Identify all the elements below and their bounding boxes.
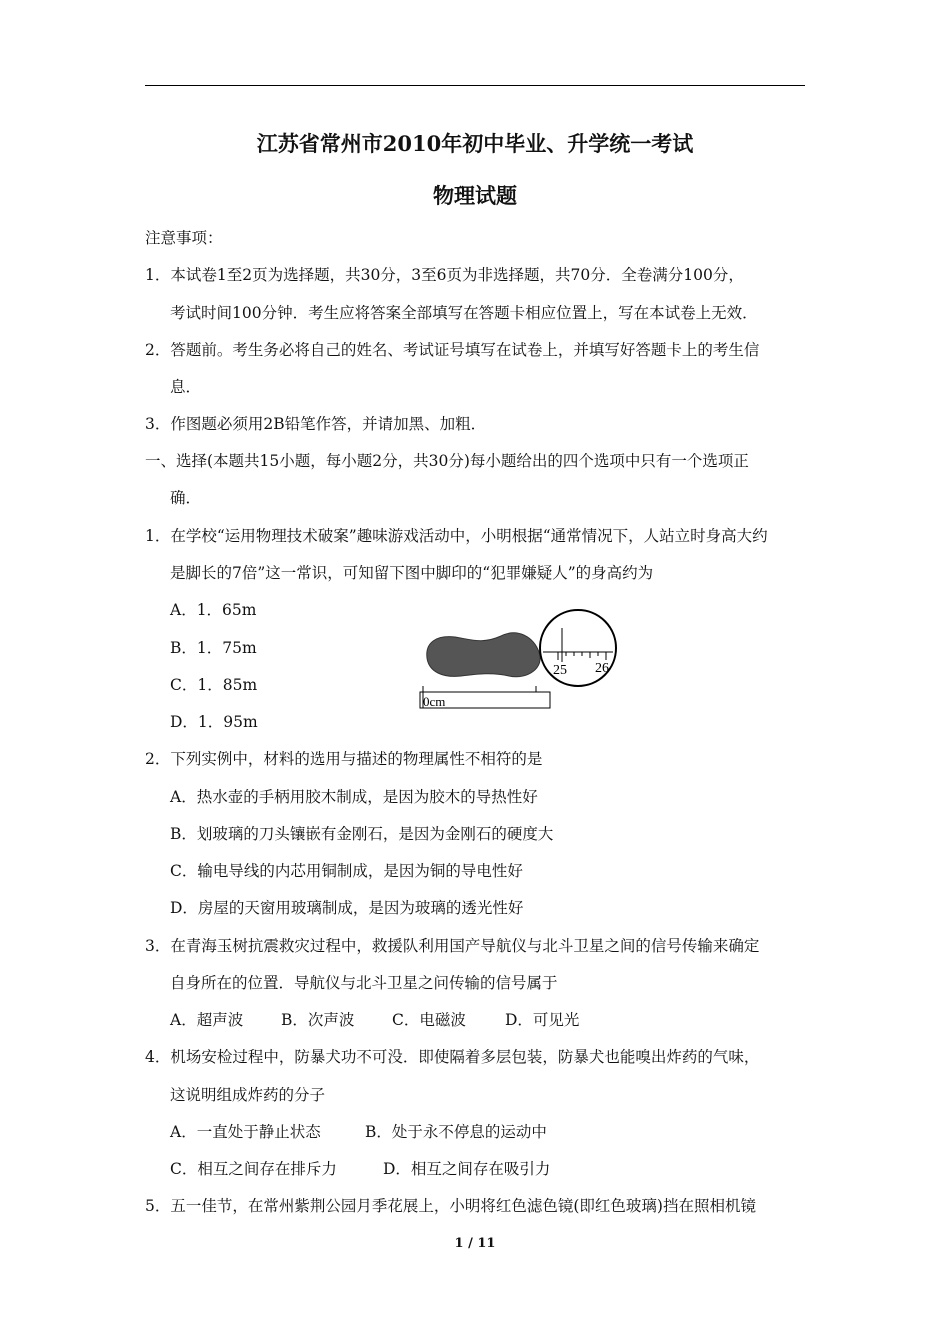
q4-option-a: A．一直处于静止状态 [170, 1123, 321, 1141]
q1-line-2: 是脚长的7倍”这一常识，可知留下图中脚印的“犯罪嫌疑人”的身高约为 [170, 564, 654, 582]
q1-option-c: C．1．85m [170, 676, 258, 694]
note-3-line-1: 3．作图题必须用2B铅笔作答，并请加黑、加粗． [145, 415, 487, 433]
q3-option-a: A．超声波 [170, 1011, 244, 1029]
q1-line-1: 1．在学校“运用物理技术破案”趣味游戏活动中，小明根据“通常情况下，人站立时身高大约 [145, 527, 768, 545]
page-subtitle: 物理试题 [433, 183, 517, 208]
q4-option-c: C．相互之间存在排斥力 [170, 1160, 337, 1178]
section-1-line-1: 一、选择(本题共15小题，每小题2分，共30分)每小题给出的四个选项中只有一个选项正 [145, 452, 749, 470]
q4-option-d: D．相互之间存在吸引力 [383, 1160, 551, 1178]
q2-option-d: D．房屋的天窗用玻璃制成，是因为玻璃的透光性好 [170, 899, 524, 917]
note-2-line-2: 息． [170, 378, 202, 396]
note-1-line-1: 1．本试卷1至2页为选择题，共30分，3至6页为非选择题，共70分．全卷满分100分， [145, 266, 744, 284]
q1-option-d: D．1．95m [170, 713, 258, 731]
scale-label-25: 25 [553, 663, 567, 678]
q2-line-1: 2．下列实例中，材料的选用与描述的物理属性不相符的是 [145, 750, 543, 768]
page-title: 江苏省常州市2010年初中毕业、升学统一考试 [256, 131, 694, 156]
footprint-ruler-figure [415, 600, 625, 715]
q2-option-b: B．划玻璃的刀头镶嵌有金刚石，是因为金刚石的硬度大 [170, 825, 554, 843]
q3-line-1: 3．在青海玉树抗震救灾过程中，救援队利用国产导航仪与北斗卫星之间的信号传输来确定 [145, 937, 760, 955]
q5-line-1: 5．五一佳节，在常州紫荆公园月季花展上，小明将红色滤色镜(即红色玻璃)挡在照相机镜 [145, 1197, 756, 1215]
q3-option-b: B．次声波 [281, 1011, 355, 1029]
footprint-shape [427, 633, 540, 677]
q3-option-c: C．电磁波 [392, 1011, 466, 1029]
q1-option-a: A．1．65m [170, 601, 257, 619]
notes-heading: 注意事项： [145, 229, 223, 247]
section-1-line-2: 确． [170, 489, 202, 507]
q1-option-b: B．1．75m [170, 639, 257, 657]
q2-option-a: A．热水壶的手柄用胶木制成，是因为胶木的导热性好 [170, 788, 538, 806]
note-1-line-2: 考试时间100分钟．考生应将答案全部填写在答题卡相应位置上，写在本试卷上无效． [170, 304, 758, 322]
q3-line-2: 自身所在的位置．导航仪与北斗卫星之问传输的信号属于 [170, 974, 558, 992]
q4-line-2: 这说明组成炸药的分子 [170, 1086, 326, 1104]
top-rule [145, 85, 805, 86]
q3-option-d: D．可见光 [505, 1011, 580, 1029]
q4-line-1: 4．机场安检过程中，防暴犬功不可没．即使隔着多层包装，防暴犬也能嗅出炸药的气味， [145, 1048, 760, 1066]
scale-label-26: 26 [595, 661, 609, 676]
q4-option-b: B．处于永不停息的运动中 [365, 1123, 547, 1141]
page-number: 1 / 11 [454, 1236, 496, 1251]
ruler-zero-label: 0cm [423, 694, 446, 709]
note-2-line-1: 2．答题前。考生务必将自己的姓名、考试证号填写在试卷上，并填写好答题卡上的考生信 [145, 341, 760, 359]
q2-option-c: C．输电导线的内芯用铜制成，是因为铜的导电性好 [170, 862, 523, 880]
